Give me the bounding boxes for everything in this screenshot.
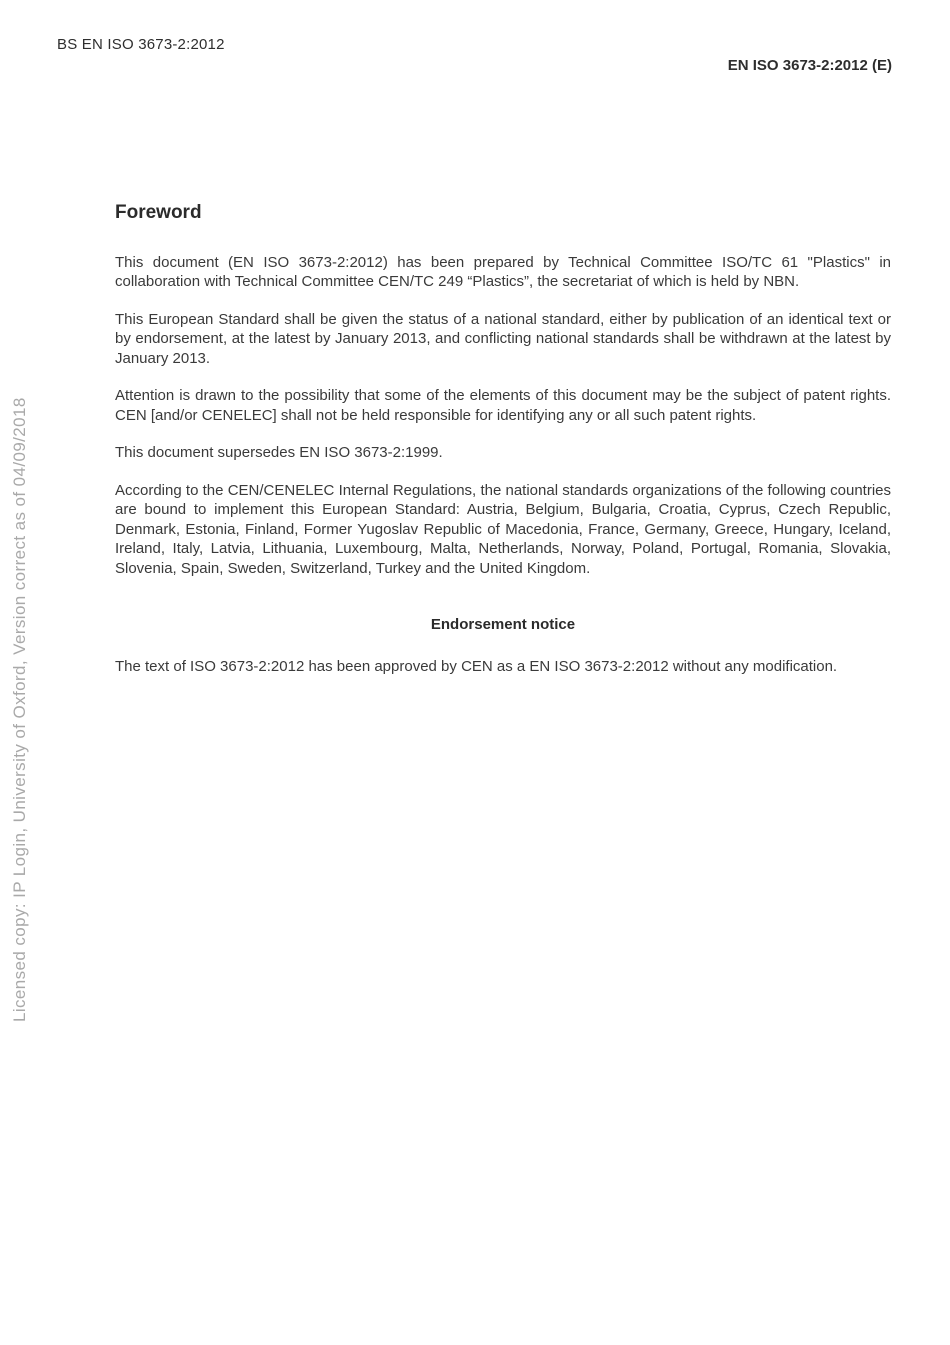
header-right-standard-number: EN ISO 3673-2:2012 (E) <box>727 57 892 74</box>
foreword-section <box>115 203 891 676</box>
paragraph-member-countries: According to the CEN/CENELEC Internal Regulations, the national standards organizations of the following countries are bound to implement this European Standard: Austria, Belgium, Bulgaria, Croatia, Cyprus, Czech Republic, Denmark, Estonia, Finland, Former Yugoslav Republic of Macedonia, France, Germany, Greece, Hungary, Iceland, Ireland, Italy, Latvia, Lithuania, Luxembourg, Malta, Netherlands, Norway, Poland, Portugal, Romania, Slovakia, Slovenia, Spain, Sweden, Switzerland, Turkey and the United Kingdom. <box>115 481 891 577</box>
paragraph-supersedes: This document supersedes EN ISO 3673-2:1999. <box>115 444 443 461</box>
foreword-heading: Foreword <box>115 202 202 223</box>
header-left-standard-number: BS EN ISO 3673-2:2012 <box>57 36 225 53</box>
paragraph-patent-rights: Attention is drawn to the possibility that some of the elements of this document may be the subject of patent rights. CEN [and/or CENELEC] shall not be held responsible for identifying any or all such patent rights. <box>115 387 891 424</box>
endorsement-paragraph: The text of ISO 3673-2:2012 has been approved by CEN as a EN ISO 3673-2:2012 without any modification. <box>115 657 838 675</box>
paragraph-prepared-by: This document (EN ISO 3673-2:2012) has been prepared by Technical Committee ISO/TC 61 "Plastics" in collaboration with Technical Committee CEN/TC 249 “Plastics”, the secretariat of which is held by NBN. <box>115 253 891 290</box>
license-watermark-text: Licensed copy: IP Login, University of Oxford, Version correct as of 04/09/2018 <box>10 397 29 1022</box>
endorsement-notice-heading: Endorsement notice <box>430 616 576 633</box>
paragraph-national-standard-status: This European Standard shall be given the status of a national standard, either by publication of an identical text or by endorsement, at the latest by January 2013, and conflicting national standards shall be withdrawn at the latest by January 2013. <box>115 310 891 367</box>
